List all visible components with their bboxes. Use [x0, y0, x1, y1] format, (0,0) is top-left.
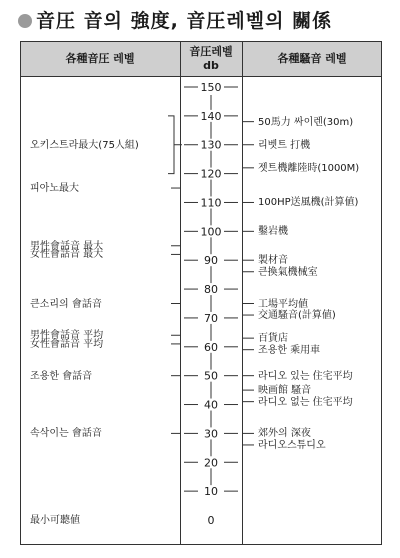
- right-label: 交通騷音(計算値): [258, 310, 336, 322]
- tick-label: 90: [204, 254, 218, 268]
- left-label: 男性會話音 平均: [30, 330, 104, 342]
- tick-label: 110: [200, 196, 222, 210]
- right-label: 젯트機離陸時(1000M): [258, 162, 360, 174]
- header-right-column: 各種騷音 레벨: [277, 52, 347, 65]
- tick-label: 10: [204, 485, 218, 499]
- tick-label: 120: [200, 167, 222, 181]
- right-label: 라디오 없는 住宅平均: [258, 396, 353, 408]
- tick-label: 20: [204, 456, 218, 470]
- left-label: 最小可聽値: [30, 515, 80, 526]
- right-label: 映画館 騷音: [258, 385, 312, 397]
- left-label: 女性會話音 最大: [30, 249, 104, 261]
- left-label: 조용한 會話音: [30, 370, 93, 382]
- tick-label: 130: [200, 138, 222, 152]
- right-label: 製材音: [258, 255, 288, 267]
- left-label: 속삭이는 會話音: [30, 428, 102, 440]
- tick-label: 50: [204, 369, 218, 383]
- right-label: 100HP送風機(計算値): [258, 197, 359, 209]
- left-label: 오키스트라最大(75人組): [30, 139, 139, 151]
- right-label: 조용한 乘用車: [258, 344, 321, 356]
- tick-label: 40: [204, 398, 218, 412]
- right-label: 리벳트 打機: [258, 139, 311, 151]
- chart-title-text: 音圧 音의 強度, 音圧레벨의 關係: [36, 10, 333, 32]
- right-label: 郊外의 深夜: [258, 428, 311, 440]
- header-left-column: 各種音圧 레벨: [65, 52, 135, 65]
- left-label: 男性會話音 最大: [30, 240, 104, 252]
- tick-label: 100: [200, 225, 222, 239]
- left-label: 큰소리의 會話音: [30, 298, 102, 310]
- tick-label: 70: [204, 311, 218, 325]
- right-label: 工場平均値: [258, 298, 308, 310]
- tick-label: 150: [200, 81, 222, 94]
- tick-label: 140: [200, 109, 222, 123]
- range-bracket-left: [168, 116, 174, 174]
- right-label: 50馬力 싸이렌(30m): [258, 116, 354, 128]
- header-db-column: 音圧레벨 db: [189, 45, 233, 72]
- tick-label: 80: [204, 283, 218, 297]
- right-label: 큰換氣機械室: [258, 266, 318, 278]
- tick-label: 30: [204, 427, 218, 441]
- left-label: 女性會話音 平均: [30, 338, 104, 350]
- right-label: 百貨店: [258, 333, 288, 345]
- tick-label: 0: [207, 514, 215, 527]
- tick-label: 60: [204, 340, 218, 354]
- right-label: 鑿岩機: [258, 226, 288, 238]
- right-label: 라디오스튜디오: [258, 439, 326, 451]
- right-label: 라디오 있는 住宅平均: [258, 370, 353, 382]
- left-label: 피아노最大: [30, 183, 79, 195]
